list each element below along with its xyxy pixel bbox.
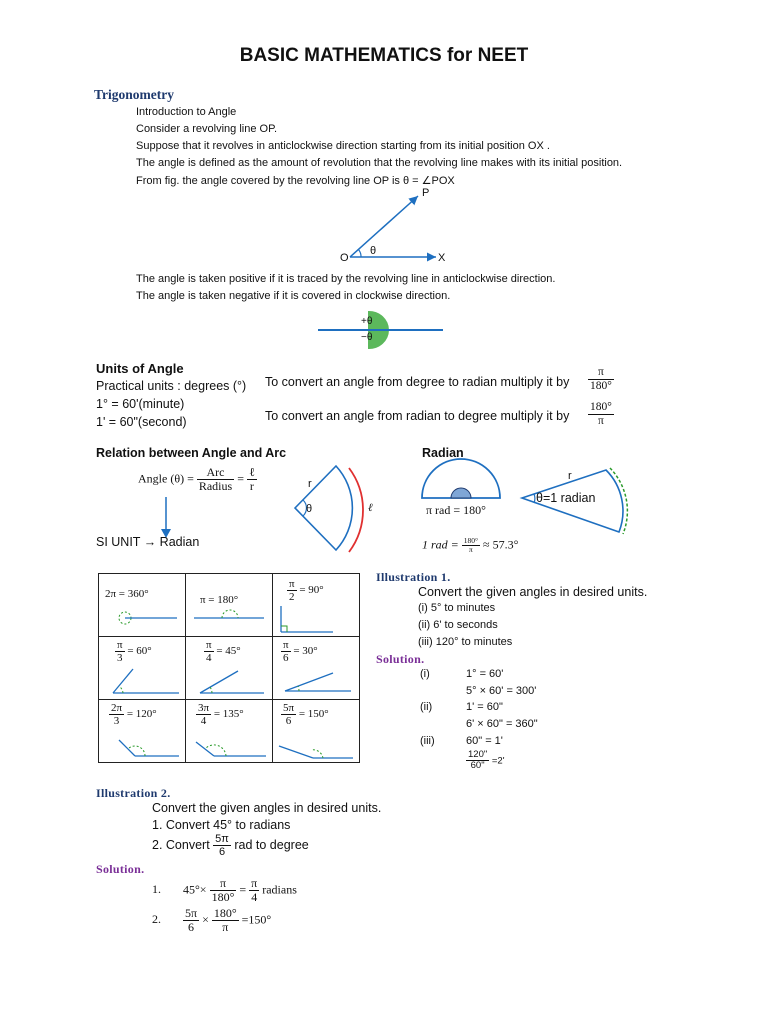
grid-cell — [186, 574, 273, 637]
label-o: O — [340, 252, 349, 264]
grid-num: π — [117, 639, 123, 651]
units-line: 1' = 60"(second) — [96, 415, 187, 429]
s1-unit: radians — [262, 882, 297, 897]
sign-figure — [318, 308, 448, 354]
sign-line: The angle is taken negative if it is covered in clockwise direction. — [136, 290, 451, 302]
conv2-num: 180° — [590, 401, 612, 413]
page-title: BASIC MATHEMATICS for NEET — [239, 45, 529, 66]
sol-rhs: =2' — [491, 755, 505, 767]
r-label: r — [249, 479, 254, 494]
sector-outline — [295, 466, 352, 550]
arc-length — [349, 468, 363, 552]
one-rad-lhs: 1 rad = — [422, 537, 459, 552]
grid-cell — [273, 574, 360, 637]
ill1-item: (ii) 6' to seconds — [418, 619, 498, 631]
grid-den: 4 — [200, 715, 207, 728]
s1-n: 1. — [152, 882, 161, 897]
trig-line: The angle is defined as the amount of revolution that the revolving line makes with its initial position. — [136, 157, 623, 169]
grid-num: π — [283, 639, 289, 651]
grid-label: = 120° — [126, 708, 157, 721]
s2-n: 2. — [152, 912, 161, 927]
ill1-item: (i) 5° to minutes — [418, 602, 496, 614]
l-label: ℓ — [248, 465, 255, 479]
grid-num: π — [206, 639, 212, 651]
one-rad-den: π — [469, 545, 473, 555]
s2-f2d: π — [222, 920, 229, 935]
trig-line: Suppose that it revolves in anticlockwise direction starting from its initial position OX . — [136, 140, 550, 152]
s2-rhs: =150° — [241, 912, 272, 927]
s2-f1n: 5π — [185, 906, 198, 920]
ill2-q2den: 6 — [218, 846, 226, 859]
grid-label: 2π = 360° — [105, 588, 149, 600]
sol-line: 1' = 60" — [466, 701, 503, 713]
trig-heading: Trigonometry — [94, 87, 174, 102]
grid-cell — [99, 700, 186, 763]
sol-tag: (iii) — [420, 735, 435, 747]
s1-f1n: π — [210, 877, 237, 891]
s1-eq: = — [239, 882, 247, 897]
sign-line: The angle is taken positive if it is traced by the revolving line in anticlockwise direction. — [136, 273, 556, 285]
grid-cell — [99, 637, 186, 700]
sector-label: θ=1 radian — [536, 491, 596, 505]
radian-heading: Radian — [422, 446, 464, 460]
si-unit: SI UNIT → Radian — [96, 535, 200, 549]
sol-line: 6' × 60" = 360" — [466, 718, 538, 730]
s2-f2n: 180° — [213, 906, 237, 920]
ill1-heading: Illustration 1. — [376, 570, 451, 584]
sol-line: 5° × 60' = 300' — [466, 685, 537, 697]
grid-num: 5π — [283, 702, 295, 714]
s1-f2n: π — [251, 876, 258, 890]
arc-figure — [285, 462, 375, 556]
units-line: 1° = 60'(minute) — [96, 397, 185, 411]
fig-l: ℓ — [368, 502, 373, 514]
ill1-prompt: Convert the given angles in desired units. — [418, 585, 648, 599]
angle-grid — [98, 573, 360, 763]
eq-sign: = — [237, 471, 244, 486]
sol-tag: (i) — [420, 668, 430, 680]
label-p: P — [422, 187, 430, 199]
label-x: X — [438, 252, 446, 264]
ill2-prompt: Convert the given angles in desired units. — [152, 801, 382, 815]
conv2-den: π — [598, 414, 604, 427]
conv1-num: π — [588, 366, 614, 380]
grid-num: π — [289, 578, 295, 590]
one-rad-num: 180° — [463, 536, 479, 545]
ill2-solution: Solution. — [96, 862, 145, 876]
conv1-den: 180° — [590, 379, 612, 392]
angle-lhs: Angle (θ) = — [138, 471, 194, 486]
s1-a: 45°× — [183, 882, 207, 897]
sol-den: 60" — [470, 760, 485, 772]
sector-r: r — [568, 470, 572, 482]
trig-line: Introduction to Angle — [136, 106, 237, 118]
one-rad-rhs: ≈ 57.3° — [483, 537, 519, 552]
grid-cell — [99, 574, 186, 637]
grid-label: = 45° — [216, 645, 241, 658]
fig-theta: θ — [306, 503, 313, 515]
relation-heading: Relation between Angle and Arc — [96, 446, 287, 460]
radius-label: Radius — [198, 479, 233, 494]
grid-cell — [273, 637, 360, 700]
trig-line: From fig. the angle covered by the revolving line OP is θ = ∠POX — [136, 175, 455, 187]
sol-line: 60" = 1' — [466, 735, 503, 747]
ill2-q1: 1. Convert 45° to radians — [152, 818, 291, 832]
grid-label: = 135° — [213, 708, 244, 721]
grid-cell — [186, 700, 273, 763]
ill2-q2a: 2. Convert — [152, 837, 210, 852]
units-heading: Units of Angle — [96, 361, 184, 376]
trig-line: Consider a revolving line OP. — [136, 123, 278, 135]
s2-x: × — [202, 912, 209, 927]
grid-label: = 150° — [298, 708, 329, 721]
ill2-q2b: rad to degree — [234, 837, 309, 852]
grid-label: π = 180° — [200, 594, 239, 606]
grid-den: 2 — [289, 591, 295, 604]
s2-f1d: 6 — [188, 920, 195, 935]
grid-den: 6 — [285, 715, 292, 728]
angle-arc — [358, 249, 361, 257]
line-op — [350, 196, 418, 257]
grid-label: = 60° — [127, 645, 152, 658]
grid-label: = 30° — [293, 645, 318, 658]
grid-num: 3π — [198, 702, 210, 714]
semicircle-figure — [420, 458, 502, 500]
grid-den: 3 — [113, 715, 120, 728]
grid-den: 6 — [283, 652, 289, 665]
down-arrow — [160, 497, 172, 539]
conv2-text: To convert an angle from radian to degree multiply it by — [265, 409, 570, 423]
grid-num: 2π — [111, 702, 123, 714]
sol-line: 1° = 60' — [466, 668, 504, 680]
grid-cell — [186, 637, 273, 700]
sol-num: 120" — [468, 749, 488, 760]
ill2-q2num: 5π — [215, 833, 229, 845]
arc-label: Arc — [197, 466, 234, 480]
label-theta: θ — [370, 245, 377, 257]
fig-r: r — [308, 478, 312, 490]
s1-f2d: 4 — [251, 890, 258, 905]
ill2-heading: Illustration 2. — [96, 786, 171, 800]
units-line: Practical units : degrees (°) — [96, 379, 247, 393]
grid-den: 4 — [206, 652, 212, 665]
s1-f1d: 180° — [211, 890, 235, 905]
negative-label: −θ — [361, 332, 373, 343]
conv1-text: To convert an angle from degree to radian multiply it by — [265, 375, 570, 389]
ill1-solution: Solution. — [376, 652, 425, 666]
grid-label: = 90° — [299, 584, 324, 597]
grid-den: 3 — [117, 652, 123, 665]
positive-label: +θ — [361, 316, 373, 327]
pi-rad: π rad = 180° — [426, 503, 486, 517]
ill1-item: (iii) 120° to minutes — [418, 636, 513, 648]
sol-tag: (ii) — [420, 701, 433, 713]
grid-cell — [273, 700, 360, 763]
